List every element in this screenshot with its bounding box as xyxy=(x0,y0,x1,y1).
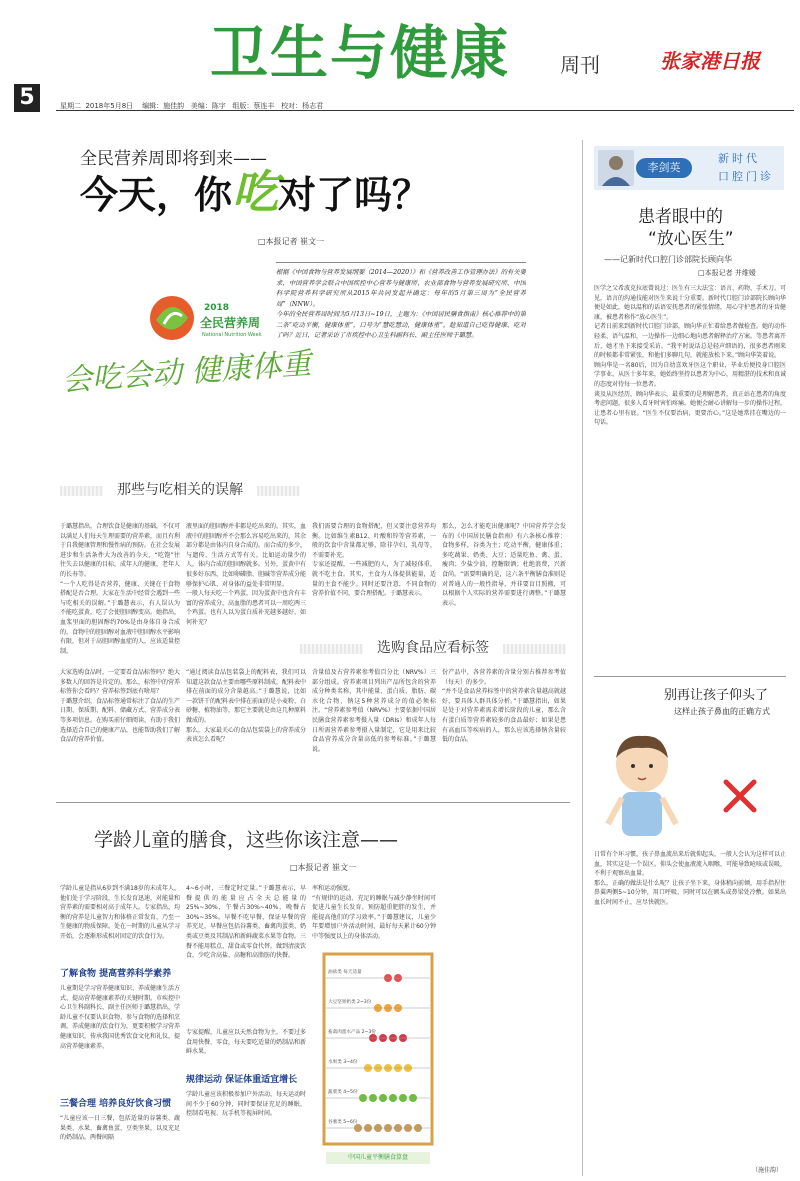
a2-col1b-text: 儿童期是学习营养健康知识、养成健康生活方式、提高营养健康素养的关键时期。市疾控中心卫生科副科长、副主任医师于璐慧指出，学龄儿童不仅要认识食物、参与食物的选择和烹调，养成健康的饮食行为，更要积极学习营养健康知识，传承我国优秀饮食文化和礼仪，提高营养健康素养。 xyxy=(60,985,180,1050)
masthead-rule xyxy=(56,110,794,111)
section-head-labels xyxy=(300,638,566,660)
article1-col8 xyxy=(442,668,566,798)
headline-part-a: 今天，你 xyxy=(80,172,233,217)
article2-col2c xyxy=(186,1090,306,1176)
page-number-text: 5 xyxy=(19,85,35,110)
col8-text: 份产品中，各营养素的含量分别占推荐参考值（每天）的多少。 “并不是食品营养标签中的营养素含量越高就越好，要具体人群具体分析。”于璐慧指出，如果是处于对营养素需求增长阶段的儿童，那么含有蛋白质等营养素较多的食品最好；如果是患有高血压等疾病的人，那么应该选择钠含量较低的食品。 xyxy=(442,669,566,744)
right-subtitle: ——记新时代口腔门诊部院长顾向华 xyxy=(604,255,732,264)
masthead xyxy=(0,0,800,110)
right-body-text: 医学之父希波克拉底曾说过：医生有三大法宝：语言、药物、手术刀。可见，语言的沟通技能对医生来说十分重要。新时代口腔门诊部院长顾向华便是如此，她以温和的话语安抚患者的紧张情绪，用心守护患者的牙齿健康，被患者称作“放心医生”。 记者日前来到新时代口腔门诊部，顾向华正忙着给患者做检查。她的动作轻柔、语气温和，一边操作一边细心地向患者解释治疗方案。等患者离开后，她才坐下来接受采访。“我平时说话总是轻声细语的，很多患者刚来的时候都非常紧张，和他们多聊几句，就能放松下来。”顾向华笑着说。 顾向华是一名80后，因为自幼喜欢牙医这个职业，毕业后便投身口腔医学事业。从医十多年来，她始终坚持以患者为中心，用精湛的技术和真诚的态度对待每一位患者。 谈及从医经历，顾向华表示，最重要的是理解患者，真正站在患者的角度考虑问题。很多人看牙时害怕疼痛，她便会耐心讲解每一步的操作过程，让患者心里有底。“医生不仅要治病，更要治心。”这是她常挂在嘴边的一句话。 xyxy=(594,285,786,427)
abacus-caption: 中国儿童平衡膳食算盘 xyxy=(326,1152,430,1164)
author-avatar xyxy=(598,150,634,186)
a2-col2b-text: 专家提醒，儿童应以天然食物为主，不要过多食用快餐、零食，每天要吃适量的奶制品和新鲜水果。 xyxy=(186,1029,306,1056)
column-banner xyxy=(594,146,784,190)
wrong-cross-icon xyxy=(720,776,760,816)
article2-col1b xyxy=(60,984,180,1096)
a2-col3-text: 率和运动强度。 “有规律的运动、充足的睡眠与减少静坐时间可促进儿童生长发育、预防超重肥胖的发生，并能提高他们的学习效率。”于璐慧建议，儿童少年要增加户外活动时间，最好每天累计60分钟中等强度以上的身体活动。 xyxy=(312,885,436,940)
abacus-row-5: 蔬菜类 4~5份 xyxy=(328,1090,358,1095)
article2-sub3: 规律运动 保证体重适宜增长 xyxy=(186,1075,298,1085)
article2-col1a xyxy=(60,884,180,966)
intro-text: 根据《中国食物与营养发展纲要（2014—2020）》和《营养改善工作管理办法》的有关要求，中国营养学会联合中国疾控中心营养与健康所、农业部食物与营养发展研究所、中国科学院营养科学研究所从2015年共同发起并确定：每年的5月第三周为“全民营养周”（NNW）。 今年的全民营养周时间为5月13日~19日，主题为：《中国居民膳食指南》核心推荐中的第二条“吃动平衡，健康体重”，口号为“慧吃慧动，健康体重”。趁知道自己吃得健康、吃对了吗？近日，记者采访了市疾控中心卫生科副科长、副主任医师于璐慧。 xyxy=(276,269,526,339)
author-tag: 李剑英 xyxy=(636,158,692,178)
col7-text: 含量值及占营养素参考值百分比（NRV%）三部分组成。营养素项目列出产品所包含的营养成分种类名称，其中能量、蛋白质、脂肪、碳水化合物、钠这5种营养成分的值必须标注。“营养素参考值（NRV%）主要依据中国居民膳食营养素参考摄入量（DRIs）和成年人每日所需营养素参考摄入量制定，它是用来比较食品营养成分含量高低的参考标准。”于璐慧说。 xyxy=(312,669,436,753)
logo-english: National Nutrition Week xyxy=(202,332,262,338)
section-bar-left xyxy=(300,644,363,654)
article2-col3 xyxy=(312,884,436,948)
right-title-1: 患者眼中的 xyxy=(638,207,723,227)
slogan: 会吃会动 健康体重 xyxy=(61,346,313,399)
article1-col5 xyxy=(60,668,180,798)
col2-text: 液里面的胆固醇并非都是吃出来的。其实，血液中的胆固醇并不会那么容易吃出来的，其余部分都是由体内自身合成的。而合成的多少，与遗传、生活方式等有关。比如运动量少的人，体内合成的胆固醇就多。另外，蛋黄中有很多好东西，比如卵磷脂、胆碱等营养成分能够保护心肌、对身体的益处非常明显。 一般人每天吃一个鸡蛋，因为蛋黄中也含有丰富的营养成分，高血脂的患者可以一周吃两三个鸡蛋。也有人以为蛋白质补充越多越好，如何补充？ xyxy=(186,523,306,626)
col6-text: “通过阅读食品包装袋上的配料表，我们可以知道这款食品主要由哪些原料制成，配料表中排在前面的成分含量越高。”于璐慧说，比如一款饼干的配料表中排在前面的是小麦粉、白砂糖、植物油等，那它主要就是由这几种原料做成的。 那么，大家最关心的食品包装袋上的营养成分表该怎么看呢？ xyxy=(186,669,306,744)
article1-kicker: 全民营养周即将到来—— xyxy=(80,149,267,169)
abacus-row-3: 畜禽肉蛋水产品 2~3份 xyxy=(328,1030,376,1035)
logo-year: 2018 xyxy=(204,303,230,313)
section-bar-right xyxy=(503,644,566,654)
abacus-row-4: 水果类 3~4份 xyxy=(328,1060,358,1065)
masthead-weekly: 周刊 xyxy=(560,53,600,77)
article2-sub1: 了解食物 提高营养科学素养 xyxy=(60,969,172,979)
person-icon xyxy=(598,150,634,186)
col4-text: 那么，怎么才能吃出健康呢？中国营养学会发布的《中国居民膳食指南》有六条核心推荐：食物多样，谷类为主；吃动平衡，健康体重；多吃蔬果、奶类、大豆；适量吃鱼、禽、蛋、瘦肉；少盐少油，控糖限酒；杜绝浪费，兴新食尚。“需要明确的是，这六条平衡膳食准则是对普通人的一般性指导，并非要盲目照搬，可以根据个人实际的营养需要进行调整。”于璐慧表示。 xyxy=(442,523,566,607)
paper-name: 张家港日报 xyxy=(660,49,760,73)
kids-signature: （施佳韵） xyxy=(752,1167,783,1174)
section-head-misconceptions xyxy=(60,480,300,502)
right-byline: □本报记者 井维嫒 xyxy=(698,269,756,277)
kids-body xyxy=(594,850,786,1166)
kids-subtitle: 这样止孩子鼻血的正确方式 xyxy=(674,707,770,716)
section-bar-left xyxy=(60,486,103,496)
abacus-row-2: 大豆坚果奶类 2~3份 xyxy=(328,1000,372,1005)
article1-headline xyxy=(80,165,431,219)
a2-col2-text: 4~6小时，三餐定时定量。”于璐慧表示，早餐提供的能量应占全天总能量的25%~30%，午餐占30%~40%，晚餐占30%~35%。早餐不吃早餐，保证早餐的营养充足，早餐应包括谷薯类、畜禽肉蛋类、奶类或豆类及其制品和新鲜蔬菜水果等食物。三餐不能用糕点、甜食或零食代替。做到清淡饮食，少吃含高盐、高糖和高脂肪的快餐。 xyxy=(186,885,306,960)
column-name-1: 新时代 xyxy=(718,152,760,165)
article2-col2b xyxy=(186,1028,306,1072)
a2-col1c-text: “儿童应该一日三餐，包括适量的谷薯类、蔬果类、水果、畜禽鱼蛋、豆类坚果，以及充足的奶制品。两餐间隔 xyxy=(60,1115,180,1142)
right-divider xyxy=(594,676,786,677)
article2-byline: □本报记者 崔文一 xyxy=(290,863,357,872)
col5-text: 大家选购食品时，一定要看食品标签吗？绝大多数人的回答是肯定的。那么，标签中的营养标签你会看吗？营养标签到底有啥用？ 于璐慧介绍，食品标签通常标注了食品的生产日期、保质期、配料、储藏方式、营养成分表等多项信息。在购买前仔细阅读，有助于我们选择适合自己的健康产品，也能帮助我们了解食品的营养价值。 xyxy=(60,669,180,744)
article2-title: 学龄儿童的膳食，这些你该注意—— xyxy=(94,829,399,851)
abacus-row-1: 油盐类 每天适量 xyxy=(328,970,362,975)
food-abacus-illustration xyxy=(318,950,438,1168)
column-name-2: 口腔门诊 xyxy=(718,170,774,183)
section-label: 那些与吃相关的误解 xyxy=(103,480,257,502)
abacus-row-6: 谷薯类 5~6份 xyxy=(328,1120,358,1125)
page-number xyxy=(14,84,40,112)
article2-col2a xyxy=(186,884,306,1026)
col1-text: 于璐慧指出，合理饮食是健康的基础，不仅可以满足人们每天生理需要的营养素，而且有利于自我健康管理和慢性病的预防。在社会发展进步和生活条件大为改善的今天，“吃饱”往往失去以健康的目标，成年人的健康，老年人的长寿等。 “一个人吃得是否营养，健康，关键在于食物搭配是否合理。大家在生活中经常会遇到一些与吃相关的误解。”于璐慧表示，有人误认为不能吃蛋黄，吃了会使胆固醇变高。她指出，血浆里面的胆固醇约70%是由身体自身合成的，食物中的胆固醇对血液中胆固醇水平影响有限，但对于高胆固醇血症的人，应该适量控制。 xyxy=(60,523,180,655)
article1-intro xyxy=(276,268,526,408)
child-tilting-head-icon xyxy=(600,728,684,844)
kids-title: 别再让孩子仰头了 xyxy=(664,688,769,703)
article-divider xyxy=(56,802,570,803)
masthead-title: 卫生与健康 xyxy=(210,19,511,87)
a2-col2c-text: 学龄儿童应该积极参加户外活动，每天运动时间不少于60分钟，同时要保证充足的睡眠，控制看电视、玩手机等视屏时间。 xyxy=(186,1091,306,1118)
section-bar-right xyxy=(257,486,300,496)
article2-col1c xyxy=(60,1114,180,1176)
article1-byline: □本报记者 崔文一 xyxy=(258,237,325,246)
section-label: 选购食品应看标签 xyxy=(363,638,503,660)
right-title-2: “放心医生” xyxy=(648,229,734,249)
col3-text: 我们需要合理的食物搭配，但又要注意营养均衡。比如维生素B12、叶酸和锌等营养素，一般的饮食中含量都足够，除非孕妇、乳母等，不需要补充。 专家还提醒，一些减肥的人，为了减轻体重，就不吃主食。其实，主食为人体提供能量，适量的主食不能少。同时还要注意，不同食物的营养价值不同，要合理搭配。于璐慧表示。 xyxy=(312,523,436,598)
kids-body-text: 日常有个坏习惯，孩子鼻血流出来后就仰起头，一般人会认为这样可以止血，其实这是一个误区。仰头会使血液流入咽喉，可能导致呛咳或误吸，不利于观察出血量。 那么，正确的做法是什么呢？让孩子坐下来，身体稍向前倾，用手指捏住鼻翼两侧5~10分钟，用口呼吸，同时可以在额头或鼻梁处冷敷。如果出血长时间不止，应尽快就医。 xyxy=(594,851,786,906)
article1-col7 xyxy=(312,668,436,798)
logo-name: 全民营养周 xyxy=(200,316,261,330)
a2-col1-text: 学龄儿童是指从6岁到不满18岁的未成年人，他们处于学习阶段，生长发育迅速，对能量和营养素的需要相对高于成年人。专家指出，均衡的营养是儿童智力和体格正常发育，乃至一生健康的物质保障。处在一时期的儿童从学习开始，会逐渐形成相对固定的饮食行为。 xyxy=(60,885,180,940)
headline-part-b: 吃 xyxy=(232,165,279,219)
child-illustration xyxy=(600,728,684,844)
column-separator xyxy=(582,140,583,1176)
right-body xyxy=(594,284,786,670)
intro-rule-top xyxy=(276,262,526,263)
article2-sub2: 三餐合理 培养良好饮食习惯 xyxy=(60,1099,172,1109)
masthead-info: 星期二 2018年5月8日 编辑：施佳韵 美编：陈宇 组版：蔡连丰 校对：杨志君 xyxy=(60,102,324,110)
logo-leaf-icon xyxy=(142,290,202,345)
article1-col6 xyxy=(186,668,306,798)
headline-part-c: 对了吗？ xyxy=(278,172,431,217)
